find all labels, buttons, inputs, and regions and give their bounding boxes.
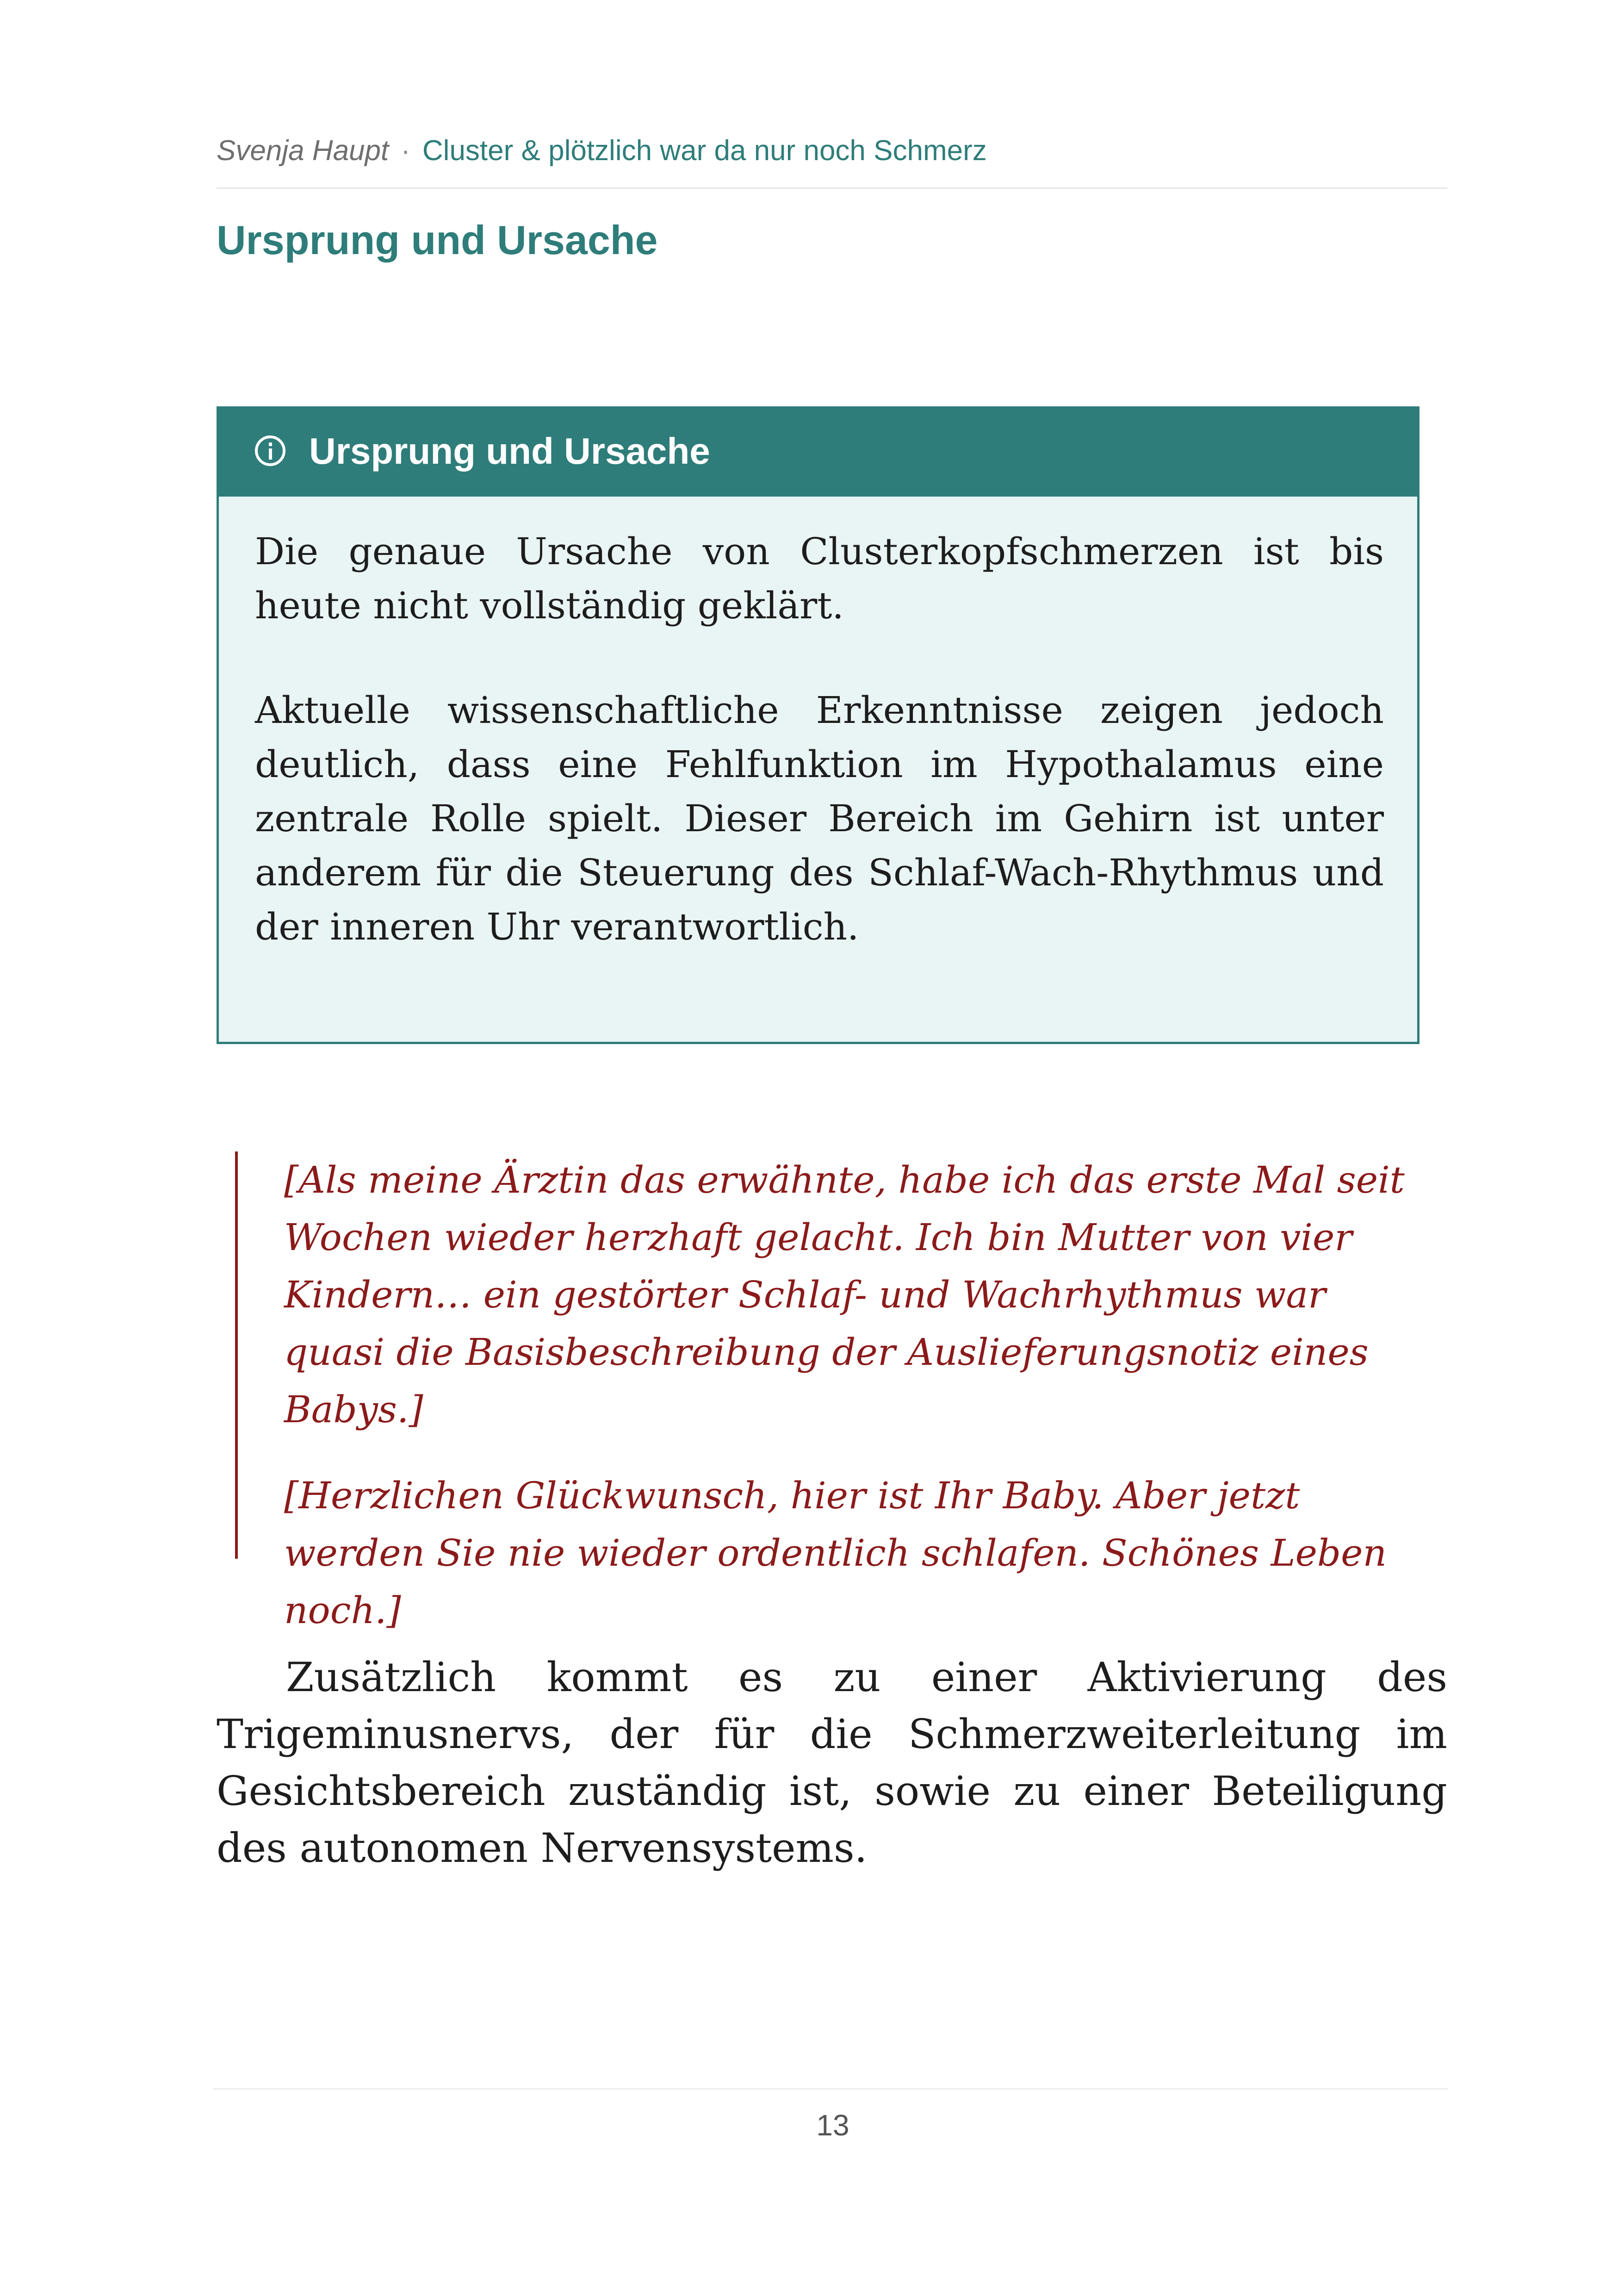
header-separator: · <box>401 135 410 167</box>
header-book-title: Cluster & plötzlich war da nur noch Schmerz <box>422 135 987 167</box>
info-box-paragraph: Aktuelle wissenschaftliche Erkenntnisse zeigen jedoch deutlich, dass eine Fehlfunktion im Hypothalamus eine zentrale Rolle spielt. Dieser Bereich im Gehirn ist unter anderem für die Steuerung des Schlaf-Wach-Rhythmus und der inneren Uhr verantwortlich. <box>255 689 1384 948</box>
quote-paragraph: [Herzlichen Glückwunsch, hier ist Ihr Baby. Aber jetzt werden Sie nie wieder ordentlich schlafen. Schönes Leben noch.] <box>284 1474 1387 1632</box>
info-box-body <box>255 524 1384 1004</box>
page-number: 13 <box>816 2109 849 2142</box>
info-circle-icon <box>255 436 285 466</box>
footer-divider <box>213 2088 1448 2090</box>
body-paragraph: Zusätzlich kommt es zu einer Aktivierung des Trigeminusnervs, der für die Schmerzweiterleitung im Gesichtsbereich zuständig ist, sowie zu einer Beteiligung des autonomen Nervensystems. <box>217 1654 1447 1872</box>
chapter-title: Ursprung und Ursache <box>217 217 658 263</box>
side-note-quote <box>235 1151 1441 1632</box>
quote-paragraph: [Als meine Ärztin das erwähnte, habe ich das erste Mal seit Wochen wieder herzhaft gelacht. Ich bin Mutter von vier Kindern… ein gestörter Schlaf- und Wachrhythmus war quasi die Basisbeschreibung der Auslieferungsnotiz eines Babys.] <box>284 1158 1405 1431</box>
header-author: Svenja Haupt <box>217 135 389 167</box>
info-box-title: Ursprung und Ursache <box>309 430 710 472</box>
quote-text <box>284 1151 1432 1668</box>
info-box-paragraph: Die genaue Ursache von Clusterkopfschmerzen ist bis heute nicht vollständig geklärt. <box>255 530 1384 627</box>
info-box-header <box>219 409 1417 497</box>
running-header <box>217 134 987 176</box>
header-divider <box>217 187 1447 189</box>
info-box <box>217 406 1420 1044</box>
